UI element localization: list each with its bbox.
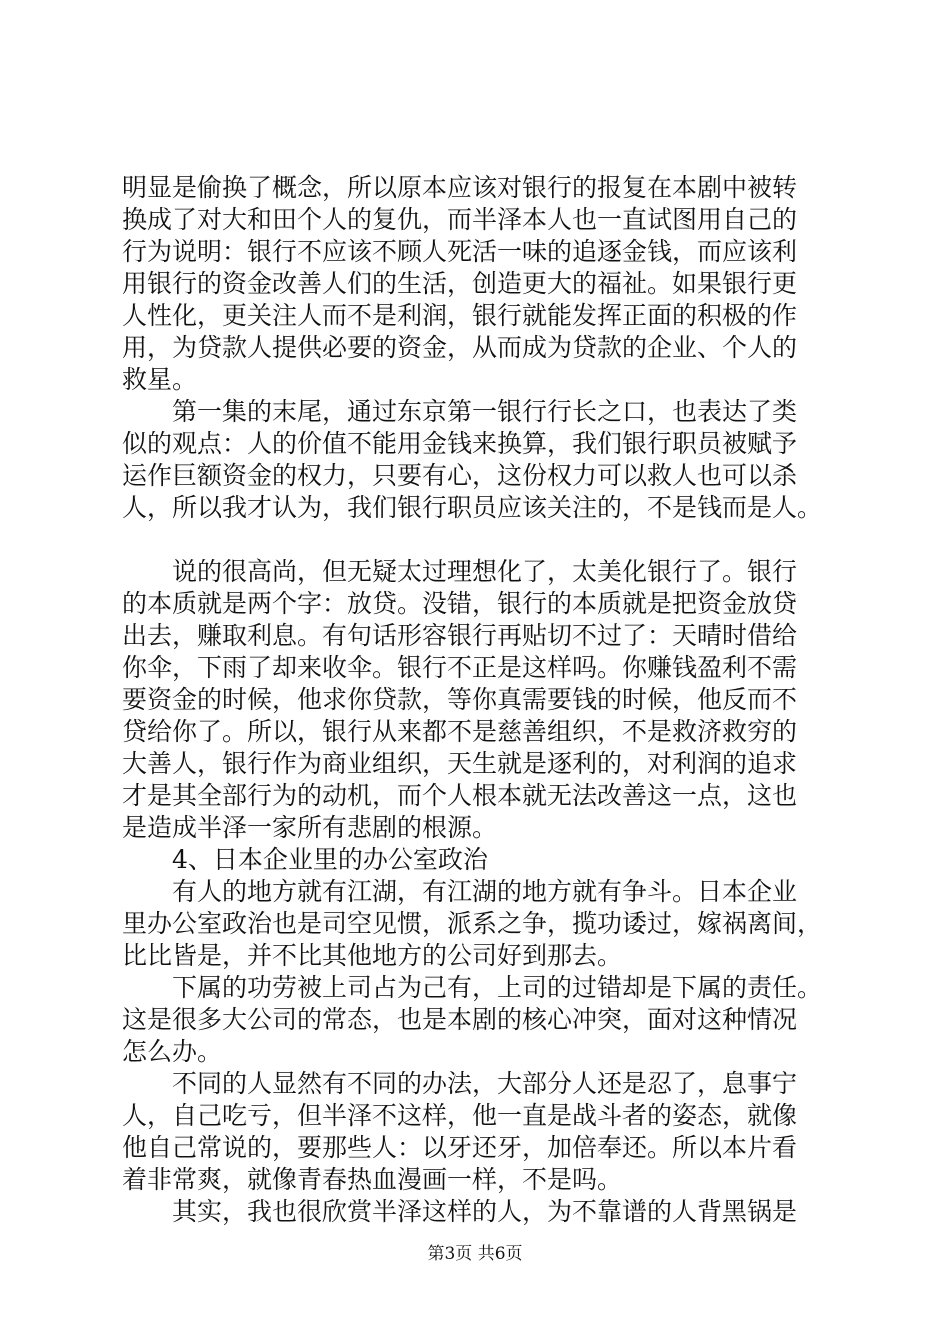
text-line: 用银行的资金改善人们的生活，创造更大的福祉。如果银行更 bbox=[122, 269, 798, 298]
text-line: 不同的人显然有不同的办法，大部分人还是忍了，息事宁 bbox=[122, 1069, 798, 1098]
text-line: 人，自己吃亏，但半泽不这样，他一直是战斗者的姿态，就像 bbox=[122, 1101, 798, 1130]
text-line: 比比皆是，并不比其他地方的公司好到那去。 bbox=[122, 941, 623, 970]
text-line: 运作巨额资金的权力，只要有心，这份权力可以救人也可以杀 bbox=[122, 461, 798, 490]
text-line: 你伞，下雨了却来收伞。银行不正是这样吗。你赚钱盈利不需 bbox=[122, 653, 798, 682]
text-line: 这是很多大公司的常态，也是本剧的核心冲突，面对这种情况 bbox=[122, 1005, 798, 1034]
page-footer: 第3页 共6页 bbox=[427, 1244, 523, 1264]
text-line: 换成了对大和田个人的复仇，而半泽本人也一直试图用自己的 bbox=[122, 205, 798, 234]
text-line: 出去，赚取利息。有句话形容银行再贴切不过了：天晴时借给 bbox=[122, 621, 798, 650]
text-line: 用，为贷款人提供必要的资金，从而成为贷款的企业、个人的 bbox=[122, 333, 798, 362]
text-line: 其实，我也很欣赏半泽这样的人，为不靠谱的人背黑锅是 bbox=[122, 1197, 798, 1226]
text-line: 的本质就是两个字：放贷。没错，银行的本质就是把资金放贷 bbox=[122, 589, 798, 618]
text-line: 大善人，银行作为商业组织，天生就是逐利的，对利润的追求 bbox=[122, 749, 798, 778]
text-line: 第一集的末尾，通过东京第一银行行长之口，也表达了类 bbox=[122, 397, 798, 426]
text-line: 怎么办。 bbox=[122, 1037, 223, 1066]
text-line: 着非常爽，就像青春热血漫画一样，不是吗。 bbox=[122, 1165, 623, 1194]
text-line: 人，所以我才认为，我们银行职员应该关注的，不是钱而是人。 bbox=[122, 493, 823, 522]
text-line: 要资金的时候，他求你贷款，等你真需要钱的时候，他反而不 bbox=[122, 685, 798, 714]
text-line: 行为说明：银行不应该不顾人死活一味的追逐金钱，而应该利 bbox=[122, 237, 798, 266]
text-line: 他自己常说的，要那些人：以牙还牙，加倍奉还。所以本片看 bbox=[122, 1133, 798, 1162]
text-line: 是造成半泽一家所有悲剧的根源。 bbox=[122, 813, 498, 842]
text-line: 贷给你了。所以，银行从来都不是慈善组织，不是救济救穷的 bbox=[122, 717, 798, 746]
section-heading: 4、日本企业里的办公室政治 bbox=[122, 845, 488, 874]
text-line: 似的观点：人的价值不能用金钱来换算，我们银行职员被赋予 bbox=[122, 429, 798, 458]
text-line: 人性化，更关注人而不是利润，银行就能发挥正面的积极的作 bbox=[122, 301, 798, 330]
text-line: 救星。 bbox=[122, 365, 198, 394]
text-line: 说的很高尚，但无疑太过理想化了，太美化银行了。银行 bbox=[122, 557, 798, 586]
text-line: 有人的地方就有江湖，有江湖的地方就有争斗。日本企业 bbox=[122, 877, 798, 906]
text-line: 下属的功劳被上司占为己有，上司的过错却是下属的责任。 bbox=[122, 973, 823, 1002]
text-line: 里办公室政治也是司空见惯，派系之争，揽功诿过，嫁祸离间， bbox=[122, 909, 823, 938]
text-line: 才是其全部行为的动机，而个人根本就无法改善这一点，这也 bbox=[122, 781, 798, 810]
text-line: 明显是偷换了概念，所以原本应该对银行的报复在本剧中被转 bbox=[122, 173, 798, 202]
